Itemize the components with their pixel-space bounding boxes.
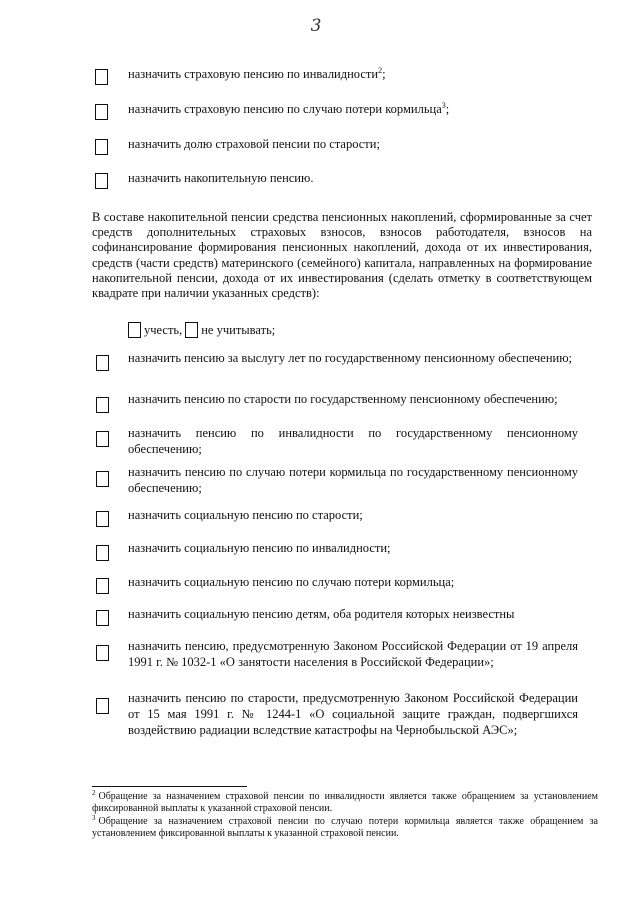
checkbox-old-age-pension-share[interactable]: [95, 139, 108, 155]
checkbox-social-pension-orphans[interactable]: [96, 610, 109, 626]
item-survivor-insurance-pension: назначить страховую пенсию по случаю потери кормильца$^3$;: [128, 100, 450, 116]
checkbox-state-disability-pension[interactable]: [96, 431, 109, 447]
item-state-disability-pension: назначить пенсию по инвалидности по государственному пенсионному обеспечению;: [128, 426, 578, 456]
checkbox-survivor-insurance-pension[interactable]: [95, 104, 108, 120]
item-social-survivor-pension: назначить социальную пенсию по случаю потери кормильца;: [128, 575, 455, 589]
page-number: 3: [310, 16, 322, 36]
checkbox-employment-law-pension[interactable]: [96, 645, 109, 661]
footnote-2: [92, 788, 598, 815]
checkbox-state-old-age-pension[interactable]: [96, 397, 109, 413]
label-do-not-take-into-account: не учитывать;: [201, 322, 276, 337]
footnote-2-mark: 2: [92, 788, 96, 797]
checkbox-chernobyl-pension[interactable]: [96, 698, 109, 714]
footnote-3-text: Обращение за назначением страховой пенсии по случаю потери кормильца является также обращением за установлением фиксированной выплаты к указанной страховой пенсии.: [92, 816, 598, 839]
checkbox-state-survivor-pension[interactable]: [96, 471, 109, 487]
item-old-age-pension-share: назначить долю страховой пенсии по старости;: [128, 137, 380, 151]
label-take-into-account: учесть,: [144, 322, 183, 337]
item-long-service-pension: назначить пенсию за выслугу лет по государственному пенсионному обеспечению;: [128, 351, 573, 365]
checkbox-long-service-pension[interactable]: [96, 355, 109, 371]
checkbox-social-survivor-pension[interactable]: [96, 578, 109, 594]
item-disability-insurance-pension: назначить страховую пенсию по инвалидности$^2$;: [128, 65, 386, 81]
footnote-ref-2: 2: [378, 65, 383, 75]
item-social-pension-orphans: назначить социальную пенсию детям, оба родителя которых неизвестны: [128, 607, 515, 621]
item-employment-law-pension: назначить пенсию, предусмотренную Законом Российской Федерации от 19 апреля 1991 г. № 1032-1 «О занятости населения в Российской Федерации»;: [128, 639, 578, 669]
checkbox-do-not-take-into-account[interactable]: [185, 322, 198, 338]
footnote-separator: [92, 786, 247, 787]
footnote-3: [92, 813, 598, 840]
checkbox-funded-pension[interactable]: [95, 173, 108, 189]
item-state-old-age-pension: назначить пенсию по старости по государственному пенсионному обеспечению;: [128, 392, 558, 406]
item-social-old-age-pension: назначить социальную пенсию по старости;: [128, 508, 363, 522]
item-chernobyl-pension: назначить пенсию по старости, предусмотренную Законом Российской Федерации от 15 мая 1991 г. № 1244-1 «О социальной защите граждан, подвергшихся воздействию радиации вследствие катастрофы на Чернобыльской АЭС»;: [128, 691, 578, 737]
funded-pension-paragraph: В составе накопительной пенсии средства пенсионных накоплений, сформированные за счет средств дополнительных страховых взносов, взносов работодателя, взносов на софинансирование формирования пенсионных накоплений, дохода от их инвестирования, средств (части средств) материнского (семейного) капитала, направленных на формирование накопительной пенсии, дохода от их инвестирования (сделать отметку в соответствующем квадрате при наличии указанных средств):: [92, 210, 592, 301]
checkbox-social-disability-pension[interactable]: [96, 545, 109, 561]
funds-choice-row: [128, 320, 278, 340]
checkbox-disability-insurance-pension[interactable]: [95, 69, 108, 85]
footnote-3-mark: 3: [92, 813, 96, 822]
footnote-ref-3: 3: [441, 100, 446, 110]
item-state-survivor-pension: назначить пенсию по случаю потери кормильца по государственному пенсионному обеспечению;: [128, 465, 578, 495]
item-funded-pension: назначить накопительную пенсию.: [128, 171, 314, 185]
item-social-disability-pension: назначить социальную пенсию по инвалидности;: [128, 541, 391, 555]
checkbox-social-old-age-pension[interactable]: [96, 511, 109, 527]
checkbox-take-into-account[interactable]: [128, 322, 141, 338]
footnote-2-text: Обращение за назначением страховой пенсии по инвалидности является также обращением за установлением фиксированной выплаты к указанной страховой пенсии.: [92, 791, 598, 814]
